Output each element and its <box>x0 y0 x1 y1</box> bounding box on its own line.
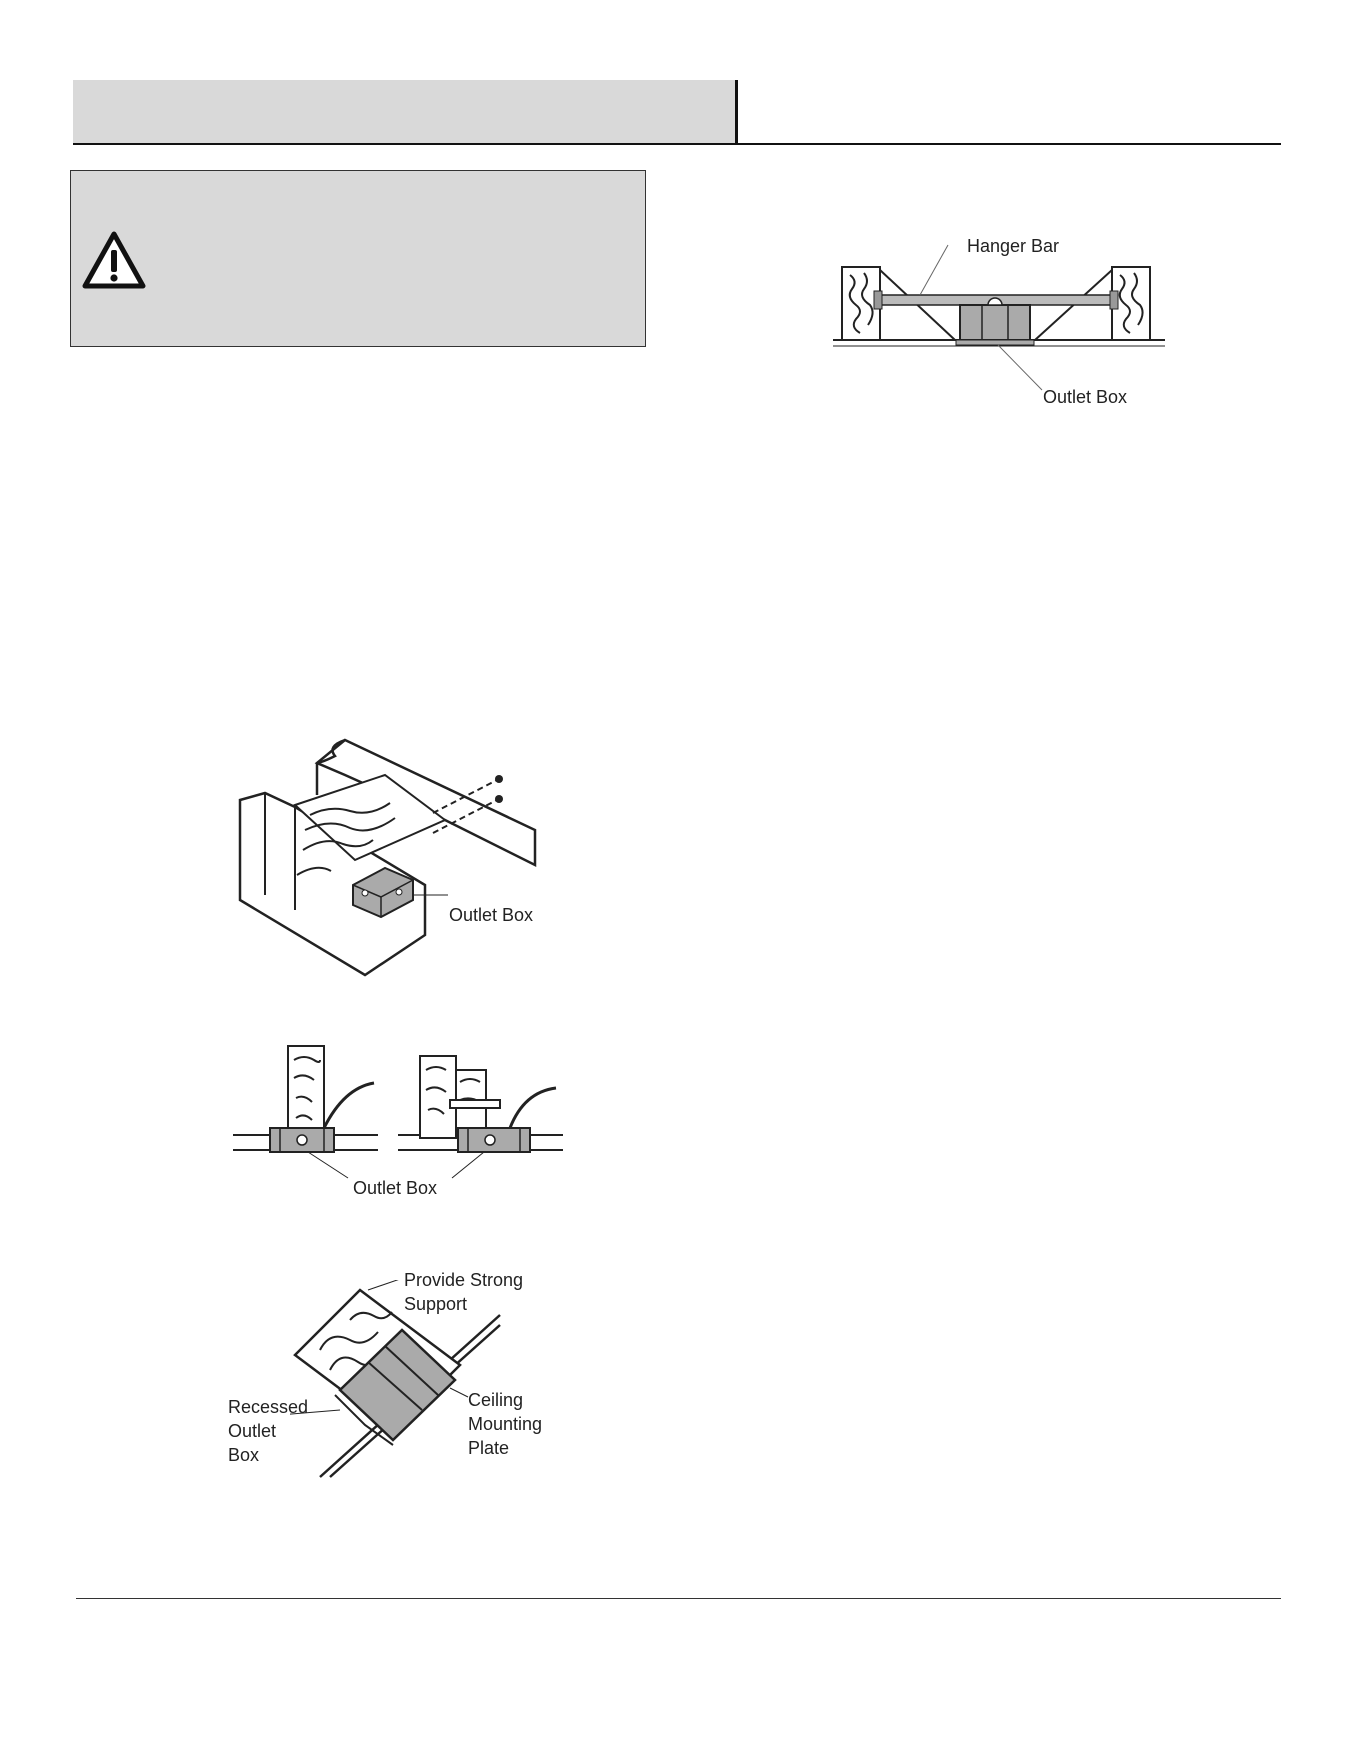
side-outlet-box-label: Outlet Box <box>353 1178 438 1198</box>
recessed-label-2: Outlet <box>228 1421 277 1441</box>
hanger-bar-label: Hanger Bar <box>967 236 1060 256</box>
warning-triangle-icon <box>82 230 146 290</box>
footer-rule <box>76 1598 1281 1599</box>
recessed-label-1: Recessed <box>228 1397 309 1417</box>
section-header-bar <box>73 80 736 143</box>
strong-support-label-2: Support <box>404 1294 468 1314</box>
mounting-plate-label-1: Ceiling <box>468 1390 524 1410</box>
mounting-plate-label-2: Mounting <box>468 1414 543 1434</box>
side-view-figure <box>228 1040 568 1195</box>
recessed-label-3: Box <box>228 1445 260 1465</box>
header-divider <box>735 80 738 144</box>
joist-mount-figure <box>235 735 545 1000</box>
warning-box <box>70 170 646 347</box>
strong-support-label-1: Provide Strong <box>404 1270 524 1290</box>
hanger-outlet-box-label: Outlet Box <box>1043 387 1128 407</box>
joist-outlet-box-label: Outlet Box <box>449 905 534 925</box>
header-rule <box>73 143 1281 145</box>
mounting-plate-label-3: Plate <box>468 1438 510 1458</box>
